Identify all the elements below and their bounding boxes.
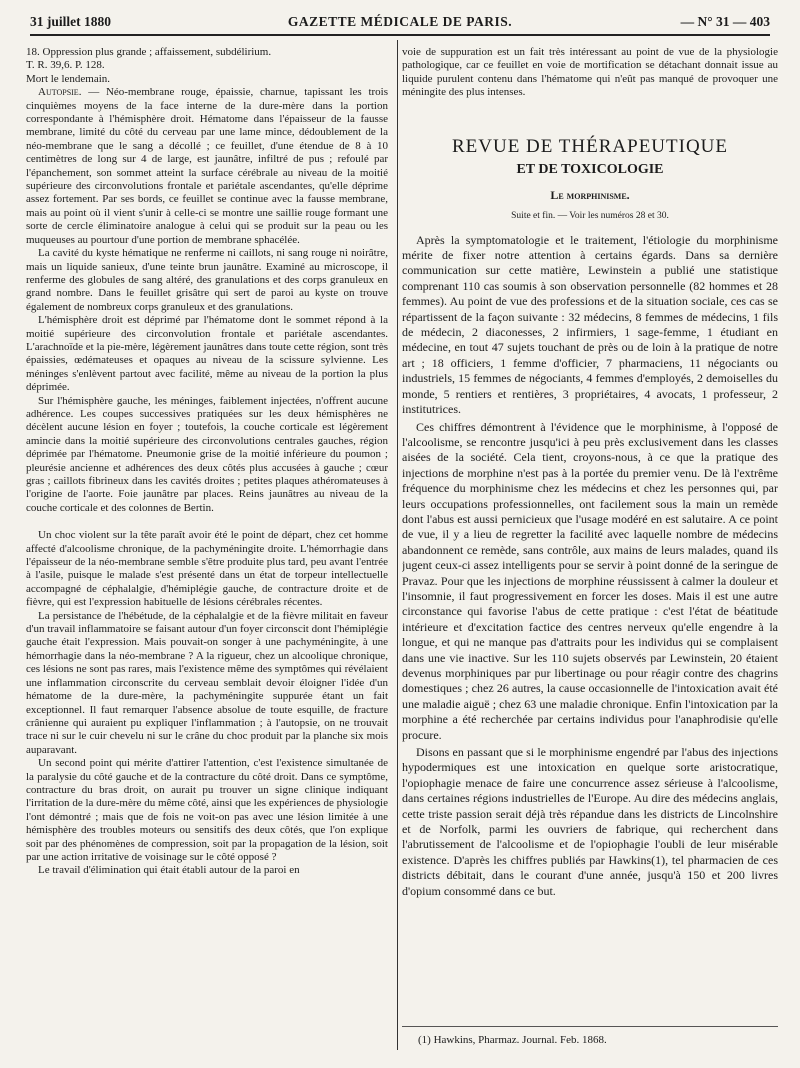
autopsy-paragraph xyxy=(26,86,388,247)
section-gap xyxy=(26,515,388,529)
case-line: T. R. 39,6. P. 128. xyxy=(26,59,105,72)
body-paragraph: Un choc violent sur la tête paraît avoir été le point de départ, chez cet homme affecté d'alcoolisme chronique, de la pachyméningite droite. L'hémorrhagie dans l'épaisseur de la néo-membrane semble s'être produite plus tard, peu avant l'entrée à l'asile, puisque le malade s'est présenté dans un état de torpeur intellectuelle accompagné de céphalalgie, d'hémiplégie gauche, de contracture droite et de fièvre, qui est l'expression habituelle de lésions cérébrales récentes. xyxy=(26,529,388,609)
section-banner xyxy=(402,136,778,221)
body-paragraph: Le travail d'élimination qui était établi autour de la paroi en xyxy=(38,864,300,877)
body-paragraph: L'hémisphère droit est déprimé par l'hématome dont le sommet répond à la moitié supérieure des circonvolution frontale et pariétale ascendantes. L'arachnoïde et la pie-mère, légèrement jaunâtres dans toute cette région, sont très épaissies, œdémateuses et opaques au niveau de la scissure sylvienne. Les méninges s'enlèvent partout avec facilité, même au niveau de la portion la plus déprimée. xyxy=(26,314,388,394)
left-column xyxy=(26,46,388,1054)
header-date: 31 juillet 1880 xyxy=(30,14,111,29)
body-paragraph: Sur l'hémisphère gauche, les méninges, faiblement injectées, n'offrent aucune adhérence. Les coupes successives pratiquées sur les deux hémisphères ne décèlent aucune lésion en foyer ; toutefois, la couche corticale est légèrement amincie dans la moitié supérieure des circonvolutions centrales gauches, région déprimée par l'hématome. Pneumonie grise de la moitié inférieure du poumon ; pleurésie ancienne et adhérences des deux côtés plus accusées à gauche ; cœur gras ; caillots fibrineux dans les cavités droites ; petites plaques athéromateuses à l'origine de l'aorte. Foie jaunâtre par places. Reins jaunâtres au niveau de la couche corticale et des colonnes de Bertin. xyxy=(26,394,388,514)
header-title: GAZETTE MÉDICALE DE PARIS. xyxy=(287,14,513,29)
page-header xyxy=(30,12,770,36)
body-paragraph: Ces chiffres démontrent à l'évidence que le morphinisme, à l'opposé de l'alcoolisme, se rencontre jusqu'ici à peu près exclusivement dans les classes aisées de la société. Cela tient, croyons-nous, à ce que la pratique des injections de morphine n'est pas à la portée du premier venu. De là l'extrême fréquence du morphinisme chez les médecins et chez les personnes qui, par leurs occupations professionnelles, ont facilement sous la main un remède dont l'abus est aussi pernicieux que l'usage modéré en est salutaire. A ce point de vue, il y a lieu de regretter la facilité avec laquelle nombre de médecins abandonnent ce remède, sans contrôle, aux mains de leurs malades, quand ils jugent ceux-ci assez intelligents pour se servir à point donné de la seringue de Pravaz. Pour que les injections de morphine réussissent à calmer la douleur et l'insomnie, il faut progressivement en forcer les doses. Mais il est une autre circonstance qui favorise l'abus de cette pratique : c'est l'état de béatitude intérieure et d'excitation factice des centres nerveux qu'elle engendre à la longue, et qui ne manque pas d'attraits pour les individus qui se complaisent dans une vie inactive. Sur les 110 sujets observés par Lewinstein, 20 étaient devenus morphiniques par pur libertinage ou pour réagir contre des chagrins domestiques ; chez 26 autres, la cause occasionnelle de l'intoxication avait été une maladie aiguë ; chez 63 une maladie chronique. Enfin l'intoxication par la morphine a été recherchée par certains individus pour l'anaphrodisie qu'elle procure. xyxy=(402,419,778,742)
column-divider xyxy=(397,40,398,1050)
article-title: Le morphinisme. xyxy=(550,187,630,202)
case-line: 18. Oppression plus grande ; affaissement, subdélirium. xyxy=(26,46,272,58)
body-paragraph: Un second point qui mérite d'attirer l'attention, c'est l'existence simultanée de la paralysie du côté gauche et de la contracture du côté droit. Dans ce symptôme, contracture du bras droit, on aurait pu trouver un signe clinique indiquant l'irritation de la dure-mère du même côté, ainsi que les expériences de physiologie l'ont démontré ; mais que de fois ne voit-on pas avec une lésion limitée à une hémisphère des troubles moteurs ou sensitifs des deux côtés, que l'on explique soit par des phénomènes de compression, soit par la propagation de la lésion, soit par une action irritative de voisinage sur le côté opposé ? xyxy=(26,757,388,863)
footnote: (1) Hawkins, Pharmaz. Journal. Feb. 1868. xyxy=(418,1034,607,1046)
revue-subtitle: ET DE TOXICOLOGIE xyxy=(516,161,664,177)
revue-title: REVUE DE THÉRAPEUTIQUE xyxy=(451,135,728,157)
case-line: Mort le lendemain. xyxy=(26,72,111,85)
carry-over-paragraph: voie de suppuration est un fait très intéressant au point de vue de la physiologie pathologique, car ce feuillet en voie de mortification se détachant donnait issue au liquide purulent contenu dans l'hématome qui n'eût pas manqué de provoquer une méningite des plus intenses. xyxy=(402,46,778,99)
autopsy-text: — Néo-membrane rouge, épaissie, charnue, tapissant les trois cinquièmes moyens de la face interne de la dure-mère dans la portion correspondante à l'hémisphère droit. Hématome dans l'épaisseur de la fausse membrane, limité du côté du cerveau par une lame mince, dédoublement de la néo-membrane que le sang a décollé ; ce feuillet, d'une étendue de 8 à 10 centimètres de long sur 4 de large, est jaunâtre, infiltré de pus ; refoulé par l'épanchement, son sommet atteint la surface cérébrale au niveau de la moitié supérieure des circonvolutions frontale et pariétale ascendantes, qu'elle déprime assez fortement. Par ses bords, ce feuillet se continue avec la fausse membrane, mais au point où il vient s'unir à celle-ci se montre une saillie rouge formant une sorte de cercle éliminatoire analogue à celui qui se produit sur la peau ou les muqueuses au pourtour d'une portion de membrane sphacélée. xyxy=(26,86,388,246)
autopsy-label: Autopsie. xyxy=(38,86,82,99)
body-paragraph: La persistance de l'hébétude, de la céphalalgie et de la fièvre militait en faveur d'un travail inflammatoire se faisant autour d'un foyer circonscit dont l'hémiplégie gauche était l'expression. Mais pouvait-on songer à une pachyméningite, à une hémorrhagie dans la néo-membrane ? A la rigueur, chez un alcoolique chronique, ces lésions ne sont pas rares, mais l'existence même des symptômes qui révélaient une inflammation circonscrite du cerveau semblait devoir éloigner l'idée d'un hématome de la dure-mère, la pachyméningite suppurée étant un fait exceptionnel. Il faut remarquer l'absence absolue de toute esquille, de fracture crânienne qui auraient pu expliquer l'inflammation ; à l'autopsie, on ne trouvait trace ni sur le cuir chevelu ni sur le crâne du choc produit par la planche six mois auparavant. xyxy=(26,609,388,756)
body-paragraph: Après la symptomatologie et le traitement, l'étiologie du morphinisme mérite de fixer notre attention à certains égards. Dans sa dernière communication sur cette matière, Lewinstein a publié une statistique comprenant 110 cas soumis à son observation personnelle (82 hommes et 28 femmes). Au point de vue des professions et de la situation sociale, ces cas se répartissent de la façon suivante : 32 médecins, 8 femmes de médecins, 1 fils de médecin, 2 diaconesses, 2 infirmiers, 1 sage-femme, 1 étudiant en médecine, en tout 47 sujets touchant de près ou de loin à la pratique de notre art ; 18 officiers, 1 femme d'officier, 7 pharmaciens, 11 négociants ou industriels, 15 femmes de négociants, 4 femmes d'employés, 2 demoiselles du monde, 5 rentiers et rentières, 3 propriétaires, 4 avocats, 1 professeur, 2 institutrices. xyxy=(402,232,778,417)
continuation-note: Suite et fin. — Voir les numéros 28 et 30. xyxy=(511,210,669,221)
header-page-number: — N° 31 — 403 xyxy=(680,14,770,29)
body-paragraph: La cavité du kyste hématique ne renferme ni caillots, ni sang rouge ni noirâtre, mais un liquide sanieux, d'une teinte brun jaunâtre. Examiné au microscope, il renferme des globules de sang altéré, des granulations et des corps granuleux en grand nombre. Dans le feuillet grisâtre qui sert de paroi au kyste on trouve également de nombreux corps granuleux et des granulations. xyxy=(26,247,388,313)
right-column xyxy=(402,46,778,1054)
body-paragraph: Disons en passant que si le morphinisme engendré par l'abus des injections hypodermiques est une intoxication en quelque sorte aristocratique, l'opiophagie menace de faire une concurrence assez sérieuse à l'alcoolisme, dans certaines régions industrielles de l'Europe. Au dire des médecins anglais, cette triste passion serait déjà très répandue dans les districts de Lincolnshire et de Norfolk, parmi les ouvriers de fabrique, qui recherchent dans l'abrutissement de l'alcoolisme et de l'opiophagie l'oubli de leur misérable existence. D'après les chiffres publiés par Hawkins(1), tel pharmacien de ces districts débitait, dans le courant d'une année, jusqu'à 150 et 200 livres d'opium consommé dans ce but. xyxy=(402,745,778,898)
footnote-rule xyxy=(402,1026,778,1027)
